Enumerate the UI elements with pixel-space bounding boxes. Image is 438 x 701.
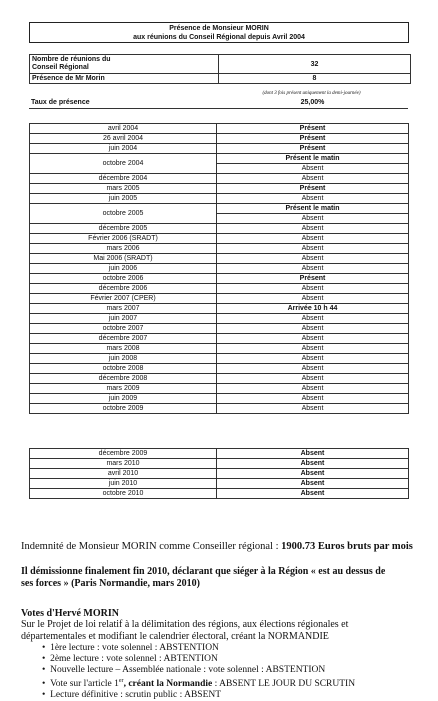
meeting-status: Absent [217,489,409,499]
votes-intro [21,619,348,643]
bullet-icon: • [42,665,51,675]
meeting-date: juin 2010 [30,479,217,489]
vote-text: Nouvelle lecture – Assemblée nationale : vote solennel : ABSTENTION [50,665,326,675]
meeting-status-afternoon: Absent [217,164,409,174]
resignation-line-2: ses forces » (Paris Normandie, mars 2010) [21,578,200,589]
vote-text: Vote sur l'article 1 [50,679,119,690]
table-row [30,459,409,469]
title-line-2: aux réunions du Conseil Régional depuis Avril 2004 [133,34,305,41]
meeting-date: décembre 2006 [30,284,217,294]
meeting-status: Absent [217,459,409,469]
meeting-date: avril 2004 [30,124,217,134]
table-row [30,449,409,459]
bullet-icon: • [42,643,51,653]
meeting-date: mars 2005 [30,184,217,194]
vote-text: Lecture définitive : scrutin public : ABSENT [50,690,222,701]
indemnity-prefix: Indemnité de Monsieur MORIN comme Conseiller régional : [21,541,282,552]
votes-intro-line-1: Sur le Projet de loi relatif à la délimitation des régions, aux élections régionales et [21,619,349,630]
meeting-status: Présent [217,274,409,284]
meetings-value: 32 [219,55,411,74]
vote-text-bold: , créant la Normandie [123,679,213,690]
table-row [30,254,409,264]
meeting-date: octobre 2008 [30,364,217,374]
meetings-label-line-1: Nombre de réunions du [32,56,111,63]
title-line-1: Présence de Monsieur MORIN [169,25,269,32]
summary-table [29,54,411,84]
meeting-status: Présent le matin [217,154,409,164]
table-row [30,344,409,354]
meeting-status: Absent [217,254,409,264]
meeting-date: octobre 2006 [30,274,217,284]
meeting-status-afternoon: Absent [217,214,409,224]
table-row [30,304,409,314]
table-row [30,244,409,254]
votes-intro-line-2: départementales et modifiant le calendrier électoral, créant la NORMANDIE [21,631,329,642]
table-row [30,144,409,154]
meeting-date: juin 2004 [30,144,217,154]
table-row [30,469,409,479]
meetings-label [30,55,219,74]
meeting-date: octobre 2009 [30,404,217,414]
table-row [30,194,409,204]
meeting-date: Février 2007 (CPER) [30,294,217,304]
meeting-date: juin 2007 [30,314,217,324]
meeting-status: Absent [217,264,409,274]
meeting-status: Absent [217,354,409,364]
meeting-status: Absent [217,344,409,354]
votes-list [42,643,432,701]
table-row [30,294,409,304]
table-row [30,124,409,134]
bullet-icon: • [42,690,51,701]
meeting-date: juin 2005 [30,194,217,204]
meeting-date: octobre 2007 [30,324,217,334]
vote-item [42,690,432,701]
meeting-date: mars 2008 [30,344,217,354]
table-row [30,234,409,244]
vote-text: 2ème lecture : vote solennel : ABTENTION [50,654,218,664]
table-row [30,314,409,324]
presence-note: (dont 3 fois présent uniquement la demi-journée) [262,91,361,96]
meeting-date: Mai 2006 (SRADT) [30,254,217,264]
meeting-date: juin 2008 [30,354,217,364]
meeting-date: décembre 2005 [30,224,217,234]
rate-label: Taux de présence [31,99,90,106]
rate-value: 25,00% [300,99,325,106]
table-row [30,364,409,374]
vote-text-end: : ABSENT LE JOUR DU SCRUTIN [212,679,356,690]
meeting-date: 26 avril 2004 [30,134,217,144]
attendance-table-continued [29,448,409,499]
table-row [30,204,409,214]
table-row [30,324,409,334]
meeting-status: Présent le matin [217,204,409,214]
meeting-status: Absent [217,394,409,404]
meeting-date: octobre 2010 [30,489,217,499]
meeting-date: avril 2010 [30,469,217,479]
table-row [30,284,409,294]
table-row [30,394,409,404]
meeting-status: Absent [217,234,409,244]
meeting-status: Absent [217,449,409,459]
table-row [30,489,409,499]
meeting-date: juin 2009 [30,394,217,404]
meeting-status: Présent [217,144,409,154]
bullet-icon: • [42,654,51,664]
meeting-date: octobre 2004 [30,154,217,174]
meeting-status: Absent [217,374,409,384]
vote-item [42,676,432,690]
meeting-status: Absent [217,469,409,479]
meeting-status: Absent [217,324,409,334]
meeting-status: Présent [217,184,409,194]
meeting-status: Présent [217,134,409,144]
table-row [30,224,409,234]
meeting-status: Arrivée 10 h 44 [217,304,409,314]
meeting-date: décembre 2007 [30,334,217,344]
table-row [30,274,409,284]
meeting-status: Absent [217,404,409,414]
rate-table [29,98,408,107]
table-row [30,184,409,194]
meeting-status: Absent [217,364,409,374]
votes-title: Votes d'Hervé MORIN [21,608,119,619]
meeting-status: Absent [217,384,409,394]
presence-label: Présence de Mr Morin [30,74,219,84]
meeting-status: Absent [217,174,409,184]
meeting-status: Absent [217,224,409,234]
vote-item [42,643,432,654]
meeting-date: mars 2010 [30,459,217,469]
meeting-date: décembre 2009 [30,449,217,459]
table-row [30,134,409,144]
indemnity-line [21,541,413,553]
rate-underline [29,108,408,109]
meeting-status: Absent [217,334,409,344]
meeting-status: Absent [217,244,409,254]
meeting-date: juin 2006 [30,264,217,274]
meeting-date: mars 2009 [30,384,217,394]
table-row [30,479,409,489]
meeting-date: décembre 2008 [30,374,217,384]
meeting-status: Présent [217,124,409,134]
summary-row-meetings [30,55,411,74]
indemnity-amount: 1900.73 Euros bruts par mois [281,541,413,552]
table-row [30,384,409,394]
table-row [30,154,409,164]
meeting-date: octobre 2005 [30,204,217,224]
meeting-date: décembre 2004 [30,174,217,184]
table-row [30,334,409,344]
table-row [30,404,409,414]
attendance-table [29,123,409,414]
resignation-text [21,566,385,590]
meetings-label-line-2: Conseil Régional [32,64,89,71]
table-row [30,354,409,364]
meeting-date: mars 2006 [30,244,217,254]
bullet-icon: • [42,679,51,690]
vote-item [42,654,432,665]
summary-row-presence [30,74,411,84]
meeting-date: Février 2006 (SRADT) [30,234,217,244]
resignation-line-1: Il démissionne finalement fin 2010, déclarant que siéger à la Région « est au dessus de [21,566,386,577]
meeting-status: Absent [217,314,409,324]
table-row [30,264,409,274]
vote-text: 1ère lecture : vote solennel : ABSTENTION [50,643,219,653]
meeting-status: Absent [217,284,409,294]
presence-value: 8 [219,74,411,84]
table-row [30,374,409,384]
meeting-status: Absent [217,194,409,204]
table-row [30,174,409,184]
vote-item [42,665,432,676]
meeting-status: Absent [217,294,409,304]
report-title [29,22,409,43]
vote-text-sup: er [118,678,124,684]
meeting-status: Absent [217,479,409,489]
meeting-date: mars 2007 [30,304,217,314]
